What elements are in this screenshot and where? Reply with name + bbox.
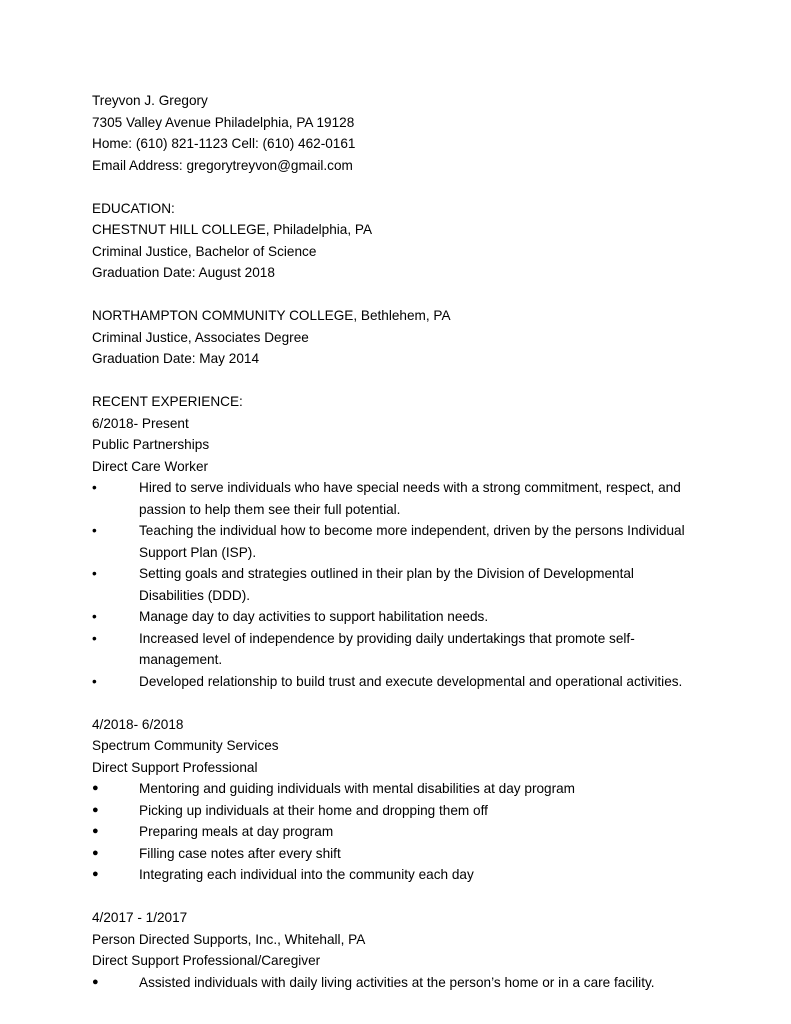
job-bullet <box>92 778 692 800</box>
bullet-marker-icon: ● <box>92 825 99 837</box>
applicant-phones: Home: (610) 821-1123 Cell: (610) 462-0161 <box>92 136 356 151</box>
resume-body <box>92 90 692 993</box>
spacer <box>92 370 692 392</box>
job-title: Direct Care Worker <box>92 458 209 474</box>
school-name: CHESTNUT HILL COLLEGE, Philadelphia, PA <box>92 222 373 237</box>
job-title: Direct Support Professional/Caregiver <box>92 953 321 968</box>
education-section <box>92 198 692 370</box>
job-employer: Spectrum Community Services <box>92 738 279 753</box>
bullet-text: Teaching the individual how to become more independent, driven by the persons Individual Support Plan (ISP). <box>139 523 689 560</box>
applicant-address: 7305 Valley Avenue Philadelphia, PA 19128 <box>92 114 355 130</box>
job-bullet <box>92 671 692 693</box>
bullet-text: Picking up individuals at their home and dropping them off <box>139 802 488 818</box>
job-bullet <box>92 628 692 671</box>
school-degree: Criminal Justice, Bachelor of Science <box>92 243 317 259</box>
job-bullet <box>92 563 692 606</box>
bullet-marker-icon: ● <box>92 846 99 859</box>
school-graduation: Graduation Date: August 2018 <box>92 265 275 280</box>
bullet-marker-icon: ● <box>92 803 99 816</box>
bullet-text: Hired to serve individuals who have special needs with a strong commitment, respect, and passion to help them see their full potential. <box>139 480 685 517</box>
bullet-text: Mentoring and guiding individuals with mental disabilities at day program <box>139 781 575 796</box>
bullet-text: Increased level of independence by providing daily undertakings that promote self-management. <box>139 630 635 667</box>
bullet-text: Assisted individuals with daily living activities at the person’s home or in a care facility. <box>139 974 655 990</box>
experience-section <box>92 391 692 993</box>
job-bullet <box>92 864 692 886</box>
spacer <box>92 692 692 714</box>
job-bullet <box>92 800 692 822</box>
spacer <box>92 176 692 198</box>
bullet-text: Filling case notes after every shift <box>139 845 341 861</box>
education-entry <box>92 305 692 370</box>
job-dates: 4/2017 - 1/2017 <box>92 910 188 925</box>
job-bullet <box>92 606 692 628</box>
job-bullet <box>92 843 692 865</box>
job-dates: 6/2018- Present <box>92 415 189 431</box>
job-bullet <box>92 477 692 520</box>
bullet-marker-icon: ● <box>92 868 99 880</box>
bullet-marker-icon: • <box>92 566 97 581</box>
bullet-text: Preparing meals at day program <box>139 824 334 839</box>
bullet-marker-icon: • <box>92 480 97 495</box>
experience-heading: RECENT EXPERIENCE: <box>92 394 243 409</box>
bullet-marker-icon: • <box>92 609 97 624</box>
job-bullet <box>92 972 692 994</box>
bullet-text: Integrating each individual into the community each day <box>139 867 474 882</box>
education-heading: EDUCATION: <box>92 200 175 216</box>
applicant-name: Treyvon J. Gregory <box>92 93 208 108</box>
job-dates: 4/2018- 6/2018 <box>92 716 184 732</box>
job-employer: Public Partnerships <box>92 437 210 452</box>
school-name: NORTHAMPTON COMMUNITY COLLEGE, Bethlehem, PA <box>92 308 451 323</box>
bullet-marker-icon: • <box>92 523 97 538</box>
bullet-text: Developed relationship to build trust and execute developmental and operational activities. <box>139 673 683 689</box>
job-employer: Person Directed Supports, Inc., Whitehall, PA <box>92 931 366 947</box>
school-degree: Criminal Justice, Associates Degree <box>92 329 309 345</box>
job-title: Direct Support Professional <box>92 759 258 775</box>
job-bullet <box>92 821 692 843</box>
school-graduation: Graduation Date: May 2014 <box>92 351 260 366</box>
spacer <box>92 886 692 908</box>
experience-entry <box>92 714 692 886</box>
spacer <box>92 284 692 306</box>
experience-entry <box>92 413 692 693</box>
bullet-marker-icon: ● <box>92 975 99 988</box>
bullet-text: Setting goals and strategies outlined in their plan by the Division of Developmental Disabilities (DDD). <box>139 566 638 603</box>
applicant-email: Email Address: gregorytreyvon@gmail.com <box>92 157 353 173</box>
experience-entry <box>92 907 692 993</box>
bullet-marker-icon: • <box>92 673 97 689</box>
job-bullet <box>92 520 692 563</box>
contact-block <box>92 90 692 176</box>
bullet-text: Manage day to day activities to support habilitation needs. <box>139 609 489 624</box>
bullet-marker-icon: • <box>92 630 97 646</box>
education-entry <box>92 219 692 284</box>
bullet-marker-icon: ● <box>92 782 99 794</box>
